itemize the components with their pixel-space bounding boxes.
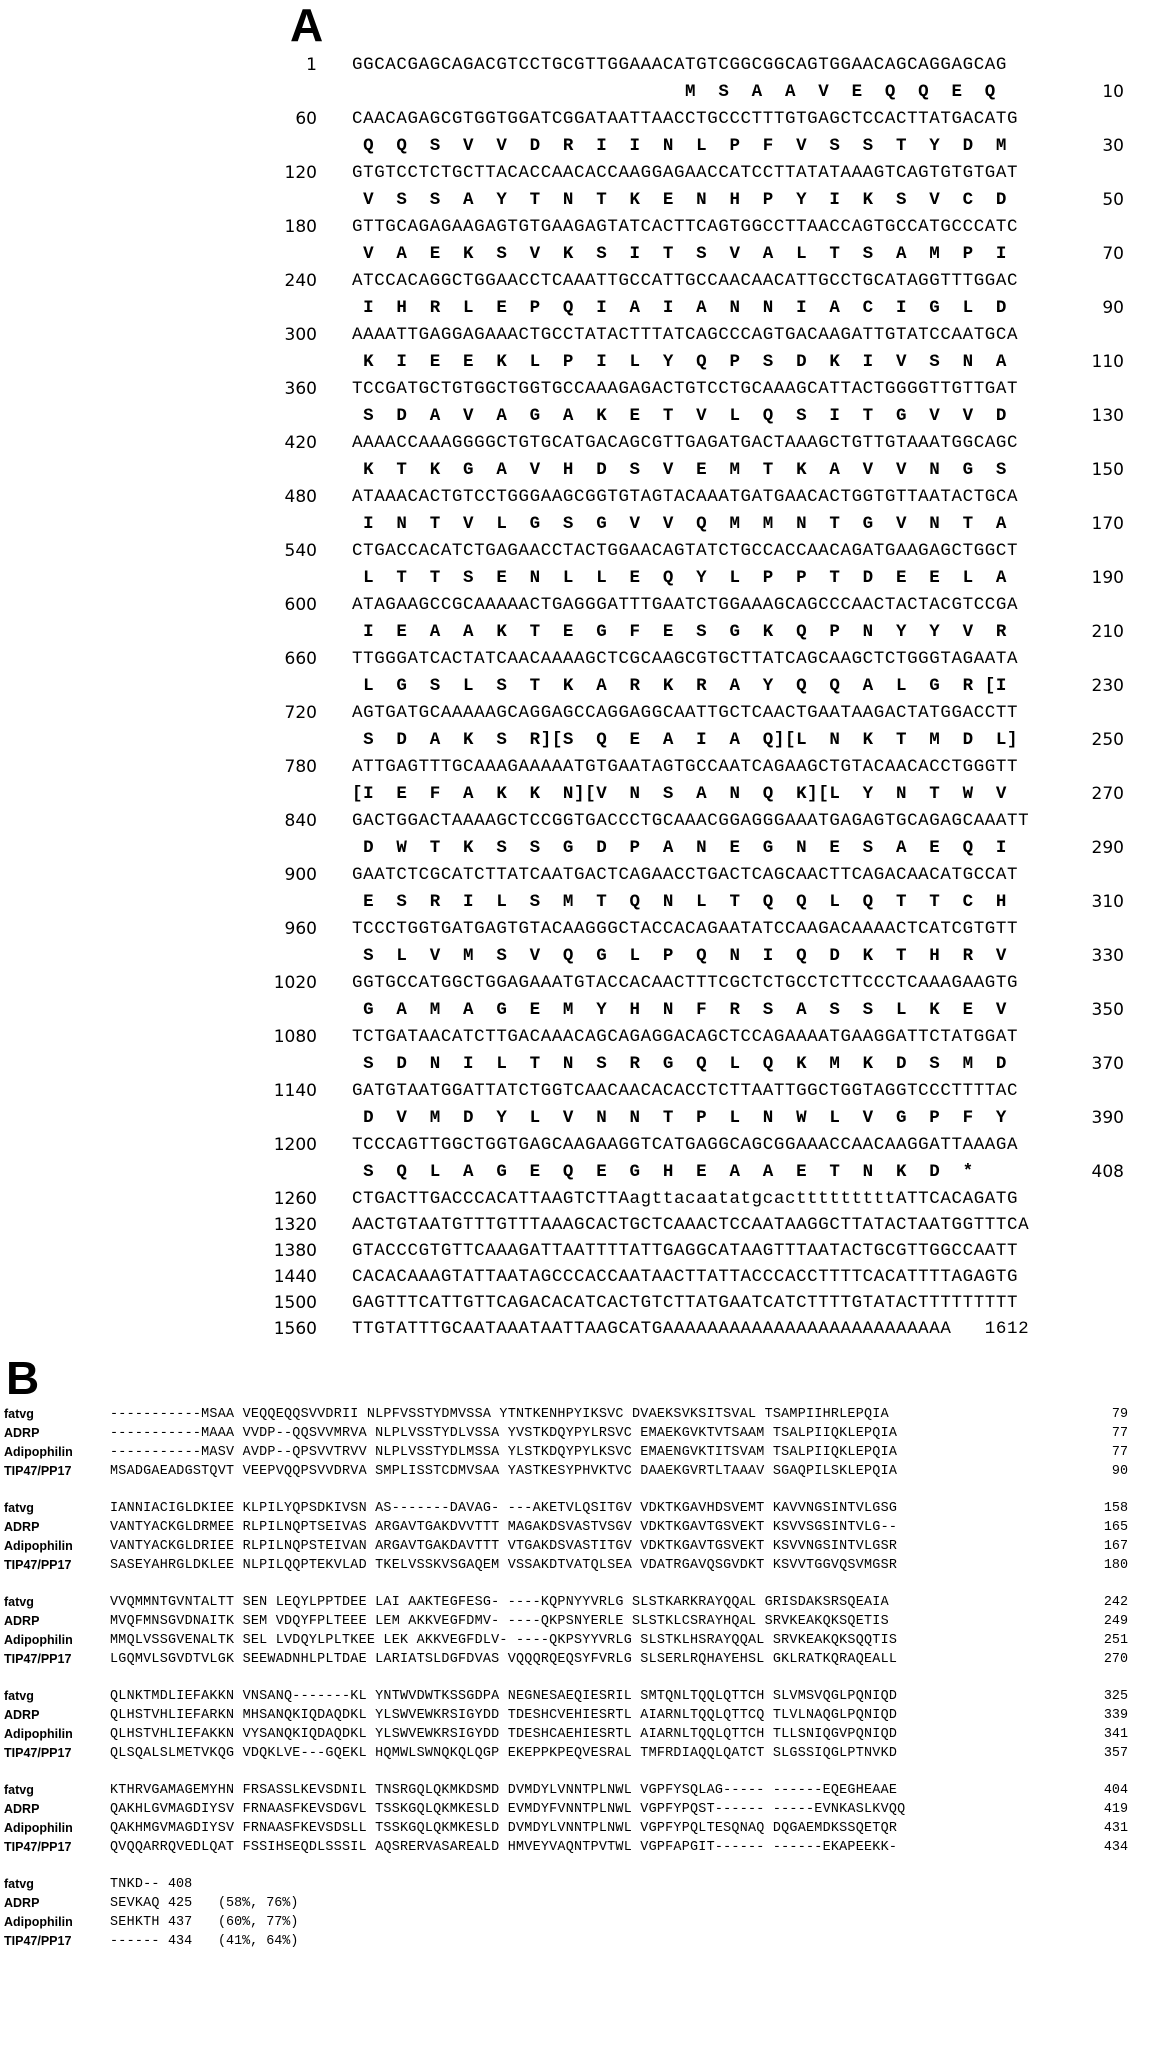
nucleotide-sequence-text: AGTGATGCAAAAAGCAGGAGCCAGGAGGCAATTGCTCAACTGAATAAGACTATGGACCTT [352, 703, 1019, 723]
residue-count: 431 [1103, 1821, 1128, 1836]
amino-acid-sequence-text: V A E K S V K S I T S V A L T S A M P I [352, 244, 1008, 264]
nucleotide-row [0, 538, 1152, 564]
amino-acid-row [0, 510, 1152, 538]
amino-acid-sequence-text: D W T K S S G D P A N E G N E S A E Q I [352, 838, 1008, 858]
aligned-sequence: MMQLVSSGVENALTK SEL LVDQYLPLTKEE LEK AKKVEGFDLV- ----QKPSYYVRLG SLSTKLHSRAYQQAL SRVKEAKQKSQQTIS [110, 1633, 898, 1648]
nucleotide-sequence-text: ATAGAAGCCGCAAAAACTGAGGGATTTGAATCTGGAAAGCAGCCCAACTACTACGTCCGA [352, 595, 1019, 615]
aligned-sequence: QLHSTVHLIEFAKKN VYSANQKIQDAQDKL YLSWVEWKRSIGYDD TDESHCAEHIESRTL AIARNLTQQLQTTCH TLLSNIQGVPQNIQD [110, 1727, 898, 1742]
nucleotide-row [0, 646, 1152, 672]
nucleotide-position-number: 480 [284, 487, 317, 507]
alignment-row [0, 1894, 1152, 1913]
protein-name: ADRP [4, 1896, 40, 1910]
amino-acid-position-number: 210 [1091, 622, 1124, 642]
amino-acid-position-number: 50 [1102, 190, 1124, 210]
amino-acid-position-number: 10 [1102, 82, 1124, 102]
amino-acid-row [0, 942, 1152, 970]
aligned-sequence: MVQFMNSGVDNAITK SEM VDQYFPLTEEE LEM AKKVEGFDMV- ----QKPSNYERLE SLSTKLCSRAYHQAL SRVKEAKQKSQETIS [110, 1614, 889, 1629]
amino-acid-sequence-text: D V M D Y L V N N T P L N W L V G P F Y [352, 1108, 1008, 1128]
alignment-block [0, 1405, 1152, 1481]
nucleotide-position-number: 1380 [273, 1241, 317, 1261]
nucleotide-row [0, 1290, 1152, 1316]
protein-name: TIP47/PP17 [4, 1464, 72, 1478]
aligned-sequence: ------ [110, 1934, 160, 1949]
amino-acid-sequence-text: Q Q S V V D R I I N L P F V S S T Y D M [352, 136, 1008, 156]
residue-count: 249 [1103, 1614, 1128, 1629]
residue-count: 325 [1103, 1689, 1128, 1704]
residue-count: 357 [1103, 1746, 1128, 1761]
nucleotide-sequence-text: ATTGAGTTTGCAAAGAAAAATGTGAATAGTGCCAATCAGAAGCTGTACAACACCTGGGTT [352, 757, 1019, 777]
nucleotide-row [0, 1212, 1152, 1238]
amino-acid-position-number: 90 [1102, 298, 1124, 318]
amino-acid-row [0, 78, 1152, 106]
aligned-sequence: QLSQALSLMETVKQG VDQKLVE---GQEKL HQMWLSWNQKQLQGP EKEPPKPEQVESRAL TMFRDIAQQLQATCT SLGSSIQGLPTNVKD [110, 1746, 898, 1761]
amino-acid-row [0, 996, 1152, 1024]
residue-count: 419 [1103, 1802, 1128, 1817]
nucleotide-row [0, 700, 1152, 726]
aligned-sequence: IANNIACIGLDKIEE KLPILYQPSDKIVSN AS-------DAVAG- ---AKETVLQSITGV VDKTKGAVHDSVEMT KAVVNGSINTVLGSG [110, 1501, 898, 1516]
nucleotide-sequence-text: TTGGGATCACTATCAACAAAAGCTCGCAAGCGTGCTTATCAGCAAGCTCTGGGTAGAATA [352, 649, 1019, 669]
alignment-row [0, 1518, 1152, 1537]
protein-name: ADRP [4, 1708, 40, 1722]
aligned-sequence: -----------MASV AVDP--QPSVVTRVV NLPLVSSTYDLMSSA YLSTKDQYPYLKSVC EMAENGVKTITSVAM TSALPIIQKLEPQIA [110, 1445, 898, 1460]
residue-count: 251 [1103, 1633, 1128, 1648]
aligned-sequence: SASEYAHRGLDKLEE NLPILQQPTEKVLAD TKELVSSKVSGAQEM VSSAKDTVATQLSEA VDATRGAVQSGVDKT KSVVTGGVQSVMGSR [110, 1558, 898, 1573]
nucleotide-position-number: 660 [284, 649, 317, 669]
aligned-sequence: LGQMVLSGVDTVLGK SEEWADNHLPLTDAE LARIATSLDGFDVAS VQQQRQEQSYFVRLG SLSERLRQHAYEHSL GKLRATKQRAQEALL [110, 1652, 898, 1667]
amino-acid-sequence-text: S Q L A G E Q E G H E A A E T N K D * [352, 1162, 974, 1182]
protein-name: TIP47/PP17 [4, 1934, 72, 1948]
alignment-row [0, 1593, 1152, 1612]
amino-acid-sequence-text: G A M A G E M Y H N F R S A S S L K E V [352, 1000, 1008, 1020]
nucleotide-row [0, 268, 1152, 294]
amino-acid-position-number: 190 [1091, 568, 1124, 588]
nucleotide-sequence-text: TCTGATAACATCTTGACAAACAGCAGAGGACAGCTCCAGAAAATGAAGGATTCTATGGAT [352, 1027, 1019, 1047]
residue-count: 77 [1111, 1426, 1128, 1441]
nucleotide-row [0, 862, 1152, 888]
alignment-row [0, 1424, 1152, 1443]
residue-count: 434 [1103, 1840, 1128, 1855]
amino-acid-sequence-text: I H R L E P Q I A I A N N I A C I G L D [352, 298, 1008, 318]
panel-b-label: B [6, 1352, 40, 1404]
alignment-row [0, 1687, 1152, 1706]
nucleotide-row [0, 484, 1152, 510]
nucleotide-row [0, 808, 1152, 834]
nucleotide-position-number: 240 [284, 271, 317, 291]
alignment-row [0, 1744, 1152, 1763]
alignment-row [0, 1650, 1152, 1669]
nucleotide-sequence-text: AAAATTGAGGAGAAACTGCCTATACTTTATCAGCCCAGTGACAAGATTGTATCCAATGCA [352, 325, 1019, 345]
alignment-row [0, 1405, 1152, 1424]
amino-acid-position-number: 150 [1091, 460, 1124, 480]
nucleotide-row [0, 160, 1152, 186]
nucleotide-position-number: 1500 [273, 1293, 317, 1313]
alignment-row [0, 1932, 1152, 1951]
amino-acid-row [0, 834, 1152, 862]
amino-acid-row [0, 456, 1152, 484]
alignment-block [0, 1593, 1152, 1669]
residue-count: 408 [168, 1877, 193, 1892]
nucleotide-position-number: 360 [284, 379, 317, 399]
nucleotide-sequence-text: GTACCCGTGTTCAAAGATTAATTTTATTGAGGCATAAGTTTAATACTGCGTTGGCCAATT [352, 1241, 1019, 1261]
alignment-row [0, 1875, 1152, 1894]
protein-name: ADRP [4, 1520, 40, 1534]
aligned-sequence: KTHRVGAMAGEMYHN FRSASSLKEVSDNIL TNSRGQLQKMKDSMD DVMDYLVNNTPLNWL VGPFYSQLAG----- ------EQEGHEAAE [110, 1783, 898, 1798]
aligned-sequence: SEHKTH [110, 1915, 160, 1930]
protein-name: ADRP [4, 1426, 40, 1440]
residue-count: 158 [1103, 1501, 1128, 1516]
nucleotide-sequence-text: CAACAGAGCGTGGTGGATCGGATAATTAACCTGCCCTTTGTGAGCTCCACTTATGACATG [352, 109, 1019, 129]
nucleotide-position-number: 1320 [273, 1215, 317, 1235]
nucleotide-row [0, 1238, 1152, 1264]
amino-acid-row [0, 294, 1152, 322]
protein-name: TIP47/PP17 [4, 1840, 72, 1854]
aligned-sequence: QLHSTVHLIEFARKN MHSANQKIQDAQDKL YLSWVEWKRSIGYDD TDESHCVEHIESRTL AIARNLTQQLQTTCQ TLVLNAQGLPQNIQD [110, 1708, 898, 1723]
amino-acid-position-number: 170 [1091, 514, 1124, 534]
protein-name: Adipophilin [4, 1445, 73, 1459]
amino-acid-row [0, 240, 1152, 268]
nucleotide-sequence-text: GTGTCCTCTGCTTACACCAACACCAAGGAGAACCATCCTTATATAAAGTCAGTGTGTGAT [352, 163, 1019, 183]
residue-count: 79 [1111, 1407, 1128, 1422]
amino-acid-row [0, 726, 1152, 754]
protein-name: fatvg [4, 1877, 34, 1891]
amino-acid-row [0, 780, 1152, 808]
residue-count: 404 [1103, 1783, 1128, 1798]
alignment-row [0, 1725, 1152, 1744]
nucleotide-position-number: 1 [306, 55, 317, 75]
nucleotide-position-number: 1140 [273, 1081, 317, 1101]
amino-acid-position-number: 110 [1091, 352, 1124, 372]
panel-a-label: A [290, 0, 324, 51]
residue-count: 437 [168, 1915, 193, 1930]
amino-acid-row [0, 672, 1152, 700]
residue-count: 339 [1103, 1708, 1128, 1723]
amino-acid-row [0, 888, 1152, 916]
protein-name: Adipophilin [4, 1821, 73, 1835]
nucleotide-row [0, 52, 1152, 78]
nucleotide-position-number: 1560 [273, 1319, 317, 1339]
aligned-sequence: VANTYACKGLDRIEE RLPILNQPSTEIVAN ARGAVTGAKDAVTTT VTGAKDSVASTITGV VDKTKGAVTGSVEKT KSVVNGSINTVLGSR [110, 1539, 898, 1554]
amino-acid-position-number: 30 [1102, 136, 1124, 156]
amino-acid-row [0, 348, 1152, 376]
protein-name: Adipophilin [4, 1539, 73, 1553]
nucleotide-sequence-text: CTGACTTGACCCACATTAAGTCTTAagttacaatatgcactttttttttATTCACAGATG [352, 1189, 1019, 1209]
alignment-row [0, 1838, 1152, 1857]
alignment-row [0, 1462, 1152, 1481]
amino-acid-position-number: 370 [1091, 1054, 1124, 1074]
alignment-block [0, 1687, 1152, 1763]
nucleotide-sequence-text: GATGTAATGGATTATCTGGTCAACAACACACCTCTTAATTGGCTGGTAGGTCCCTTTTAC [352, 1081, 1019, 1101]
amino-acid-sequence-text: I N T V L G S G V V Q M M N T G V N T A [352, 514, 1008, 534]
identity-similarity-percent: (41%, 64%) [218, 1934, 299, 1949]
nucleotide-sequence-text: GGCACGAGCAGACGTCCTGCGTTGGAAACATGTCGGCGGCAGTGGAACAGCAGGAGCAG [352, 55, 1008, 75]
nucleotide-sequence-panel [0, 52, 1152, 1342]
nucleotide-row [0, 1078, 1152, 1104]
nucleotide-sequence-text: ATCCACAGGCTGGAACCTCAAATTGCCATTGCCAACAACATTGCCTGCATAGGTTTGGAC [352, 271, 1019, 291]
amino-acid-position-number: 130 [1091, 406, 1124, 426]
nucleotide-row [0, 1186, 1152, 1212]
aligned-sequence: VVQMMNTGVNTALTT SEN LEQYLPPTDEE LAI AAKTEGFESG- ----KQPNYYVRLG SLSTKARKRAYQQAL GRISDAKSRSQEAIA [110, 1595, 889, 1610]
protein-name: fatvg [4, 1501, 34, 1515]
amino-acid-sequence-text: K T K G A V H D S V E M T K A V V N G S [352, 460, 1008, 480]
nucleotide-row [0, 1132, 1152, 1158]
protein-name: Adipophilin [4, 1727, 73, 1741]
amino-acid-row [0, 1104, 1152, 1132]
nucleotide-sequence-text: CACACAAAGTATTAATAGCCCACCAATAACTTATTACCCACCTTTTCACATTTTAGAGTG [352, 1267, 1019, 1287]
amino-acid-row [0, 402, 1152, 430]
alignment-row [0, 1800, 1152, 1819]
nucleotide-sequence-text: AACTGTAATGTTTGTTTAAAGCACTGCTCAAACTCCAATAAGGCTTATACTAATGGTTTCA [352, 1215, 1030, 1235]
alignment-row [0, 1781, 1152, 1800]
residue-count: 425 [168, 1896, 193, 1911]
protein-name: ADRP [4, 1614, 40, 1628]
nucleotide-row [0, 1264, 1152, 1290]
amino-acid-row [0, 132, 1152, 160]
residue-count: 165 [1103, 1520, 1128, 1535]
alignment-row [0, 1612, 1152, 1631]
amino-acid-position-number: 290 [1091, 838, 1124, 858]
nucleotide-position-number: 1260 [273, 1189, 317, 1209]
nucleotide-row [0, 376, 1152, 402]
nucleotide-position-number: 300 [284, 325, 317, 345]
amino-acid-sequence-text: S D N I L T N S R G Q L Q K M K D S M D [352, 1054, 1008, 1074]
nucleotide-position-number: 960 [284, 919, 317, 939]
nucleotide-position-number: 1440 [273, 1267, 317, 1287]
nucleotide-position-number: 720 [284, 703, 317, 723]
protein-name: Adipophilin [4, 1633, 73, 1647]
nucleotide-row [0, 970, 1152, 996]
nucleotide-sequence-text: GTTGCAGAGAAGAGTGTGAAGAGTATCACTTCAGTGGCCTTAACCAGTGCCATGCCCATC [352, 217, 1019, 237]
alignment-block [0, 1781, 1152, 1857]
nucleotide-position-number: 60 [295, 109, 317, 129]
nucleotide-sequence-text: ATAAACACTGTCCTGGGAAGCGGTGTAGTACAAATGATGAACACTGGTGTTAATACTGCA [352, 487, 1019, 507]
amino-acid-sequence-text: L T T S E N L L E Q Y L P P T D E E L A [352, 568, 1008, 588]
aligned-sequence: QVQQARRQVEDLQAT FSSIHSEQDLSSSIL AQSRERVASAREALD HMVEYVAQNTPVTWL VGPFAPGIT------ ------EKAPEEKK- [110, 1840, 898, 1855]
nucleotide-position-number: 840 [284, 811, 317, 831]
nucleotide-row [0, 592, 1152, 618]
alignment-row [0, 1499, 1152, 1518]
nucleotide-row [0, 214, 1152, 240]
nucleotide-position-number: 780 [284, 757, 317, 777]
nucleotide-position-number: 1200 [273, 1135, 317, 1155]
amino-acid-sequence-text: [I E F A K K N][V N S A N Q K][L Y N T W V [352, 784, 1008, 804]
residue-count: 90 [1111, 1464, 1128, 1479]
amino-acid-sequence-text: V S S A Y T N T K E N H P Y I K S V C D [352, 190, 1008, 210]
amino-acid-sequence-text: L G S L S T K A R K R A Y Q Q A L G R [I [352, 676, 1008, 696]
amino-acid-row [0, 564, 1152, 592]
nucleotide-row [0, 1316, 1152, 1342]
alignment-row [0, 1913, 1152, 1932]
nucleotide-position-number: 540 [284, 541, 317, 561]
nucleotide-position-number: 900 [284, 865, 317, 885]
aligned-sequence: QLNKTMDLIEFAKKN VNSANQ-------KL YNTWVDWTKSSGDPA NEGNESAEQIESRIL SMTQNLTQQLQTTCH SLVMSVQGLPQNIQD [110, 1689, 898, 1704]
residue-count: 180 [1103, 1558, 1128, 1573]
nucleotide-row [0, 430, 1152, 456]
amino-acid-position-number: 330 [1091, 946, 1124, 966]
nucleotide-sequence-text: GGTGCCATGGCTGGAGAAATGTACCACAACTTTCGCTCTGCCTCTTCCCTCAAAGAAGTG [352, 973, 1019, 993]
alignment-row [0, 1819, 1152, 1838]
nucleotide-position-number: 120 [284, 163, 317, 183]
nucleotide-sequence-text: TTGTATTTGCAATAAATAATTAAGCATGAAAAAAAAAAAAAAAAAAAAAAAAAA 1612 [352, 1319, 1030, 1339]
nucleotide-position-number: 1020 [273, 973, 317, 993]
amino-acid-row [0, 1050, 1152, 1078]
amino-acid-row [0, 618, 1152, 646]
protein-name: fatvg [4, 1783, 34, 1797]
protein-name: TIP47/PP17 [4, 1558, 72, 1572]
protein-name: TIP47/PP17 [4, 1652, 72, 1666]
nucleotide-sequence-text: GAATCTCGCATCTTATCAATGACTCAGAACCTGACTCAGCAACTTCAGACAACATGCCAT [352, 865, 1019, 885]
nucleotide-position-number: 180 [284, 217, 317, 237]
aligned-sequence: -----------MSAA VEQQEQQSVVDRII NLPFVSSTYDMVSSA YTNTKENHPYIKSVC DVAEKSVKSITSVAL TSAMPIIHRLEPQIA [110, 1407, 889, 1422]
nucleotide-sequence-text: GAGTTTCATTGTTCAGACACATCACTGTCTTATGAATCATCTTTTGTATACTTTTTTTTT [352, 1293, 1019, 1313]
aligned-sequence: MSADGAEADGSTQVT VEEPVQQPSVVDRVA SMPLISSTCDMVSAA YASTKESYPHVKTVC DAAEKGVRTLTAAAV SGAQPILSKLEPQIA [110, 1464, 898, 1479]
alignment-row [0, 1556, 1152, 1575]
amino-acid-position-number: 390 [1091, 1108, 1124, 1128]
nucleotide-row [0, 322, 1152, 348]
amino-acid-sequence-text: E S R I L S M T Q N L T Q Q L Q T T C H [352, 892, 1008, 912]
amino-acid-row [0, 186, 1152, 214]
nucleotide-row [0, 106, 1152, 132]
nucleotide-position-number: 1080 [273, 1027, 317, 1047]
protein-name: fatvg [4, 1407, 34, 1421]
nucleotide-sequence-text: CTGACCACATCTGAGAACCTACTGGAACAGTATCTGCCACCAACAGATGAAGAGCTGGCT [352, 541, 1019, 561]
nucleotide-sequence-text: AAAACCAAAGGGGCTGTGCATGACAGCGTTGAGATGACTAAAGCTGTTGTAAATGGCAGC [352, 433, 1019, 453]
aligned-sequence: QAKHLGVMAGDIYSV FRNAASFKEVSDGVL TSSKGQLQKMKESLD EVMDYFVNNTPLNWL VGPFYPQST------ -----EVNKASLKVQQ [110, 1802, 906, 1817]
residue-count: 242 [1103, 1595, 1128, 1610]
aligned-sequence: SEVKAQ [110, 1896, 160, 1911]
protein-name: ADRP [4, 1802, 40, 1816]
nucleotide-position-number: 420 [284, 433, 317, 453]
nucleotide-sequence-text: TCCCTGGTGATGAGTGTACAAGGGCTACCACAGAATATCCAAGACAAAACTCATCGTGTT [352, 919, 1019, 939]
amino-acid-row [0, 1158, 1152, 1186]
amino-acid-position-number: 270 [1091, 784, 1124, 804]
amino-acid-position-number: 350 [1091, 1000, 1124, 1020]
alignment-row [0, 1706, 1152, 1725]
amino-acid-position-number: 408 [1091, 1162, 1124, 1182]
alignment-row [0, 1443, 1152, 1462]
identity-similarity-percent: (58%, 76%) [218, 1896, 299, 1911]
residue-count: 167 [1103, 1539, 1128, 1554]
amino-acid-position-number: 310 [1091, 892, 1124, 912]
alignment-row [0, 1537, 1152, 1556]
protein-name: fatvg [4, 1595, 34, 1609]
protein-name: TIP47/PP17 [4, 1746, 72, 1760]
amino-acid-sequence-text: I E A A K T E G F E S G K Q P N Y Y V R [352, 622, 1008, 642]
amino-acid-sequence-text: S L V M S V Q G L P Q N I Q D K T H R V [352, 946, 1008, 966]
residue-count: 270 [1103, 1652, 1128, 1667]
aligned-sequence: TNKD-- [110, 1877, 160, 1892]
nucleotide-sequence-text: TCCCAGTTGGCTGGTGAGCAAGAAGGTCATGAGGCAGCGGAAACCAACAAGGATTAAAGA [352, 1135, 1019, 1155]
amino-acid-sequence-text: S D A V A G A K E T V L Q S I T G V V D [352, 406, 1008, 426]
alignment-final-block [0, 1875, 1152, 1951]
identity-similarity-percent: (60%, 77%) [218, 1915, 299, 1930]
aligned-sequence: QAKHMGVMAGDIYSV FRNAASFKEVSDSLL TSSKGQLQKMKESLD DVMDYLVNNTPLNWL VGPFYPQLTESQNAQ DQGAEMDKSSQETQR [110, 1821, 898, 1836]
residue-count: 434 [168, 1934, 193, 1949]
amino-acid-sequence-text: S D A K S R][S Q E A I A Q][L N K T M D L] [352, 730, 1019, 750]
nucleotide-sequence-text: TCCGATGCTGTGGCTGGTGCCAAAGAGACTGTCCTGCAAAGCATTACTGGGGTTGTTGAT [352, 379, 1019, 399]
aligned-sequence: -----------MAAA VVDP--QQSVVMRVA NLPLVSSTYDLVSSA YVSTKDQYPYLRSVC EMAEKGVKTVTSAAM TSALPIIQKLEPQIA [110, 1426, 898, 1441]
amino-acid-position-number: 250 [1091, 730, 1124, 750]
residue-count: 341 [1103, 1727, 1128, 1742]
nucleotide-row [0, 754, 1152, 780]
amino-acid-sequence-text: K I E E K L P I L Y Q P S D K I V S N A [352, 352, 1008, 372]
nucleotide-row [0, 1024, 1152, 1050]
nucleotide-sequence-text: GACTGGACTAAAAGCTCCGGTGACCCTGCAAACGGAGGGAAATGAGAGTGCAGAGCAAATT [352, 811, 1030, 831]
amino-acid-position-number: 70 [1102, 244, 1124, 264]
residue-count: 77 [1111, 1445, 1128, 1460]
alignment-block [0, 1499, 1152, 1575]
nucleotide-position-number: 600 [284, 595, 317, 615]
aligned-sequence: VANTYACKGLDRMEE RLPILNQPTSEIVAS ARGAVTGAKDVVTTT MAGAKDSVASTVSGV VDKTKGAVTGSVEKT KSVVSGSINTVLG-- [110, 1520, 898, 1535]
alignment-row [0, 1631, 1152, 1650]
protein-alignment-panel [0, 1405, 1152, 1969]
protein-name: Adipophilin [4, 1915, 73, 1929]
protein-name: fatvg [4, 1689, 34, 1703]
amino-acid-sequence-text: M S A A V E Q Q E Q [352, 82, 996, 102]
amino-acid-position-number: 230 [1091, 676, 1124, 696]
nucleotide-row [0, 916, 1152, 942]
